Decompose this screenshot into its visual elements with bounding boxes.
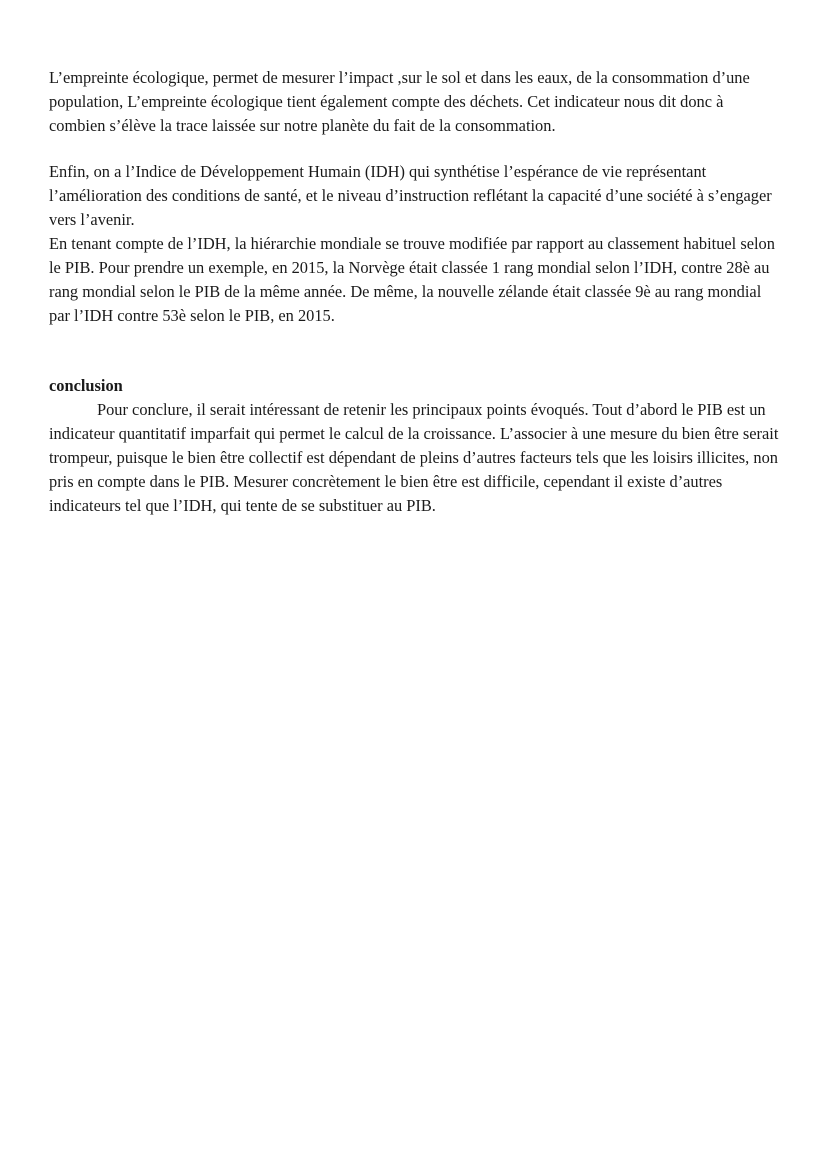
paragraph-hdi-definition: Enfin, on a l’Indice de Développement Humain (IDH) qui synthétise l’espérance de vie représentant l’amélioration des conditions de santé, et le niveau d’instruction reflétant la capacité d’une société à s’engager vers l’avenir.	[49, 162, 772, 229]
paragraph-hdi-ranking: En tenant compte de l’IDH, la hiérarchie mondiale se trouve modifiée par rapport au classement habituel selon le PIB. Pour prendre un exemple, en 2015, la Norvège était classée 1 rang mondial selon l’IDH, contre 28è au rang mondial selon le PIB de la même année. De même, la nouvelle zélande était classée 9è au rang mondial par l’IDH contre 53è selon le PIB, en 2015.	[49, 234, 775, 325]
conclusion-paragraph: Pour conclure, il serait intéressant de retenir les principaux points évoqués. Tout d’abord le PIB est un indicateur quantitatif imparfait qui permet le calcul de la croissance. L’associer à une mesure du bien être serait trompeur, puisque le bien être collectif est dépendant de pleins d’autres facteurs tels que les loisirs illicites, non pris en compte dans le PIB. Mesurer concrètement le bien être est difficile, cependant il existe d’autres indicateurs tel que l’IDH, qui tente de se substituer au PIB.	[49, 400, 779, 515]
conclusion-heading: conclusion	[49, 376, 123, 395]
paragraph-spacer	[49, 138, 779, 160]
document-page	[49, 66, 779, 518]
paragraph-ecological-footprint: L’empreinte écologique, permet de mesurer l’impact ,sur le sol et dans les eaux, de la consommation d’une population, L’empreinte écologique tient également compte des déchets. Cet indicateur nous dit donc à combien s’élève la trace laissée sur notre planète du fait de la consommation.	[49, 68, 750, 135]
section-spacer	[49, 328, 779, 374]
